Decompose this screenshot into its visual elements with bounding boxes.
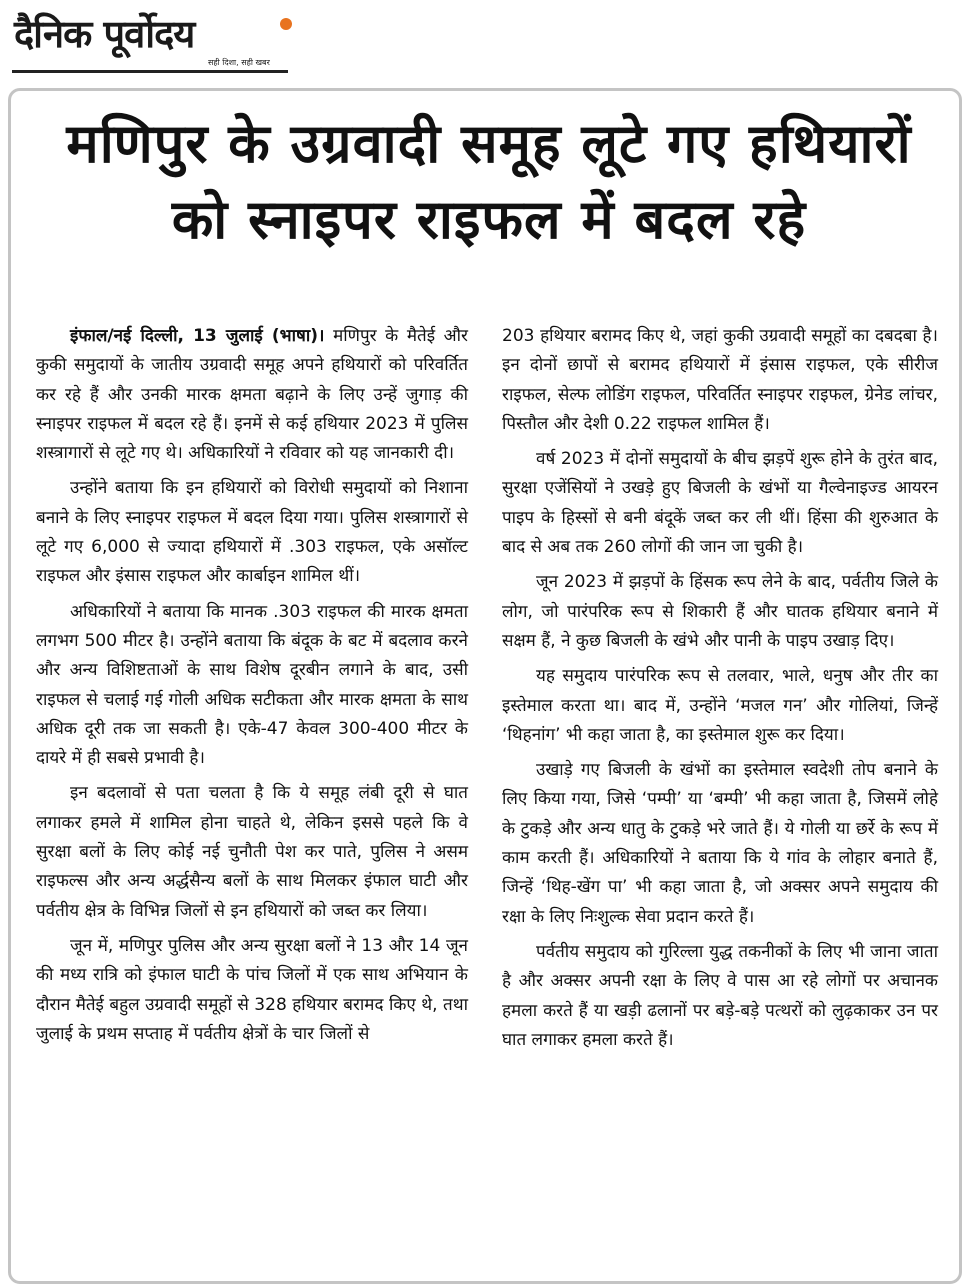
masthead-tagline: सही दिशा, सही खबर bbox=[208, 58, 270, 67]
paragraph-7: जून 2023 में झड़पों के हिंसक रूप लेने के बाद, पर्वतीय जिले के लोग, जो पारंपरिक रूप से शिकारी हैं और घातक हथियार बनाने में सक्षम हैं, ने कुछ बिजली के खंभे और पानी के पाइप उखाड़ दिए। bbox=[502, 572, 938, 651]
headline-line-1: मणिपुर के उग्रवादी समूह लूटे गए हथियारों bbox=[66, 112, 912, 175]
paragraph-5-continued: 203 हथियार बरामद किए थे, जहां कुकी उग्रवादी समूहों का दबदबा है। इन दोनों छापों से बरामद हथियारों में इंसास राइफल, एके सीरीज राइफल, सेल्फ लोडिंग राइफल, परिवर्तित स्नाइपर राइफल, ग्रेनेड लांचर, पिस्तौल और देशी 0.22 राइफल शामिल हैं। bbox=[502, 326, 938, 434]
headline-line-2: को स्नाइपर राइफल में बदल रहे bbox=[171, 188, 807, 251]
lead-paragraph bbox=[36, 322, 468, 468]
dateline: इंफाल/नई दिल्ली, 13 जुलाई (भाषा)। bbox=[70, 326, 325, 346]
paragraph-5: जून में, मणिपुर पुलिस और अन्य सुरक्षा बलों ने 13 और 14 जून की मध्य रात्रि को इंफाल घाटी के पांच जिलों में एक साथ अभियान के दौरान मैतेई बहुल उग्रवादी समूहों से 328 हथियार बरामद किए थे, तथा जुलाई के प्रथम सप्ताह में पर्वतीय क्षेत्रों के चार जिलों से bbox=[36, 935, 468, 1044]
masthead bbox=[12, 8, 288, 72]
article-headline bbox=[16, 106, 962, 258]
paragraph-2: उन्होंने बताया कि इन हथियारों को विरोधी समुदायों को निशाना बनाने के लिए स्नाइपर राइफल में बदल दिया गया। पुलिस शस्त्रागारों से लूटे गए 6,000 से ज्यादा हथियारों में .303 राइफल, एके असॉल्ट राइफल और इंसास राइफल और कार्बाइन शामिल थीं। bbox=[36, 478, 468, 587]
paragraph-9: उखाड़े गए बिजली के खंभों का इस्तेमाल स्वदेशी तोप बनाने के लिए किया गया, जिसे ‘पम्पी’ या ‘बम्पी’ भी कहा जाता है, जिसमें लोहे के टुकड़े और अन्य धातु के टुकड़े भरे जाते हैं। ये गोली या छर्रे के रूप में काम करती हैं। अधिकारियों ने बताया कि ये गांव के लोहार बनाते हैं, जिन्हें ‘थिह-खेंग पा’ भी कहा जाता है, जो अक्सर अपने समुदाय की रक्षा के लिए निःशुल्क सेवा प्रदान करते हैं। bbox=[502, 760, 938, 927]
paragraph-3: अधिकारियों ने बताया कि मानक .303 राइफल की मारक क्षमता लगभग 500 मीटर है। उन्होंने बताया कि बंदूक के बट में बदलाव करने और अन्य विशिष्टताओं के साथ विशेष दूरबीन लगाने के बाद, उसी राइफल से चलाई गई गोली अधिक सटीकता और मारक क्षमता के साथ अधिक दूरी तक जा सकती है। एके-47 केवल 300-400 मीटर के दायरे में ही सबसे प्रभावी है। bbox=[36, 601, 468, 769]
article-column-right bbox=[502, 322, 938, 1061]
paragraph-4: इन बदलावों से पता चलता है कि ये समूह लंबी दूरी से घात लगाकर हमले में शामिल होना चाहते थे, लेकिन इससे पहले कि वे सुरक्षा बलों के लिए कोई नई चुनौती पेश कर पाते, पुलिस ने असम राइफल्स और अन्य अर्द्धसैन्य बलों के साथ मिलकर इंफाल घाटी और पर्वतीय क्षेत्र के विभिन्न जिलों से इन हथियारों को जब्त कर लिया। bbox=[36, 783, 468, 921]
logo-dot-icon bbox=[280, 18, 292, 30]
paragraph-10: पर्वतीय समुदाय को गुरिल्ला युद्ध तकनीकों के लिए भी जाना जाता है और अक्सर अपनी रक्षा के लिए वे पास आ रहे लोगों पर अचानक हमला करते हैं या खड़ी ढलानों पर बड़े-बड़े पत्थरों को लुढ़काकर उन पर घात लगाकर हमला करते हैं। bbox=[502, 941, 938, 1050]
paragraph-8: यह समुदाय पारंपरिक रूप से तलवार, भाले, धनुष और तीर का इस्तेमाल करता था। बाद में, उन्होंने ‘मजल गन’ और गोलियां, जिन्हें ‘थिहनांग’ भी कहा जाता है, का इस्तेमाल शुरू कर दिया। bbox=[502, 666, 938, 745]
lead-text: मणिपुर के मैतेई और कुकी समुदायों के जातीय उग्रवादी समूह अपने हथियारों को परिवर्तित कर रहे हैं और उनकी मारक क्षमता बढ़ाने के लिए उन्हें जुगाड़ की स्नाइपर राइफल में बदल रहे हैं। इनमें से कई हथियार 2023 में पुलिस शस्त्रागारों से लूटे गए थे। अधिकारियों ने रविवार को यह जानकारी दी। bbox=[36, 326, 468, 464]
article-column-left bbox=[36, 322, 468, 1055]
article-body bbox=[36, 322, 938, 1284]
masthead-logo: दैनिक पूर्वोदय bbox=[14, 12, 195, 56]
paragraph-6: वर्ष 2023 में दोनों समुदायों के बीच झड़पें शुरू होने के तुरंत बाद, सुरक्षा एजेंसियों ने उखड़े हुए बिजली के खंभों या गैल्वेनाइज्ड आयरन पाइप के हिस्सों से बनी बंदूकें जब्त कर ली थीं। हिंसा की शुरुआत के बाद से अब तक 260 लोगों की जान जा चुकी है। bbox=[502, 449, 938, 558]
masthead-rule bbox=[12, 70, 288, 73]
